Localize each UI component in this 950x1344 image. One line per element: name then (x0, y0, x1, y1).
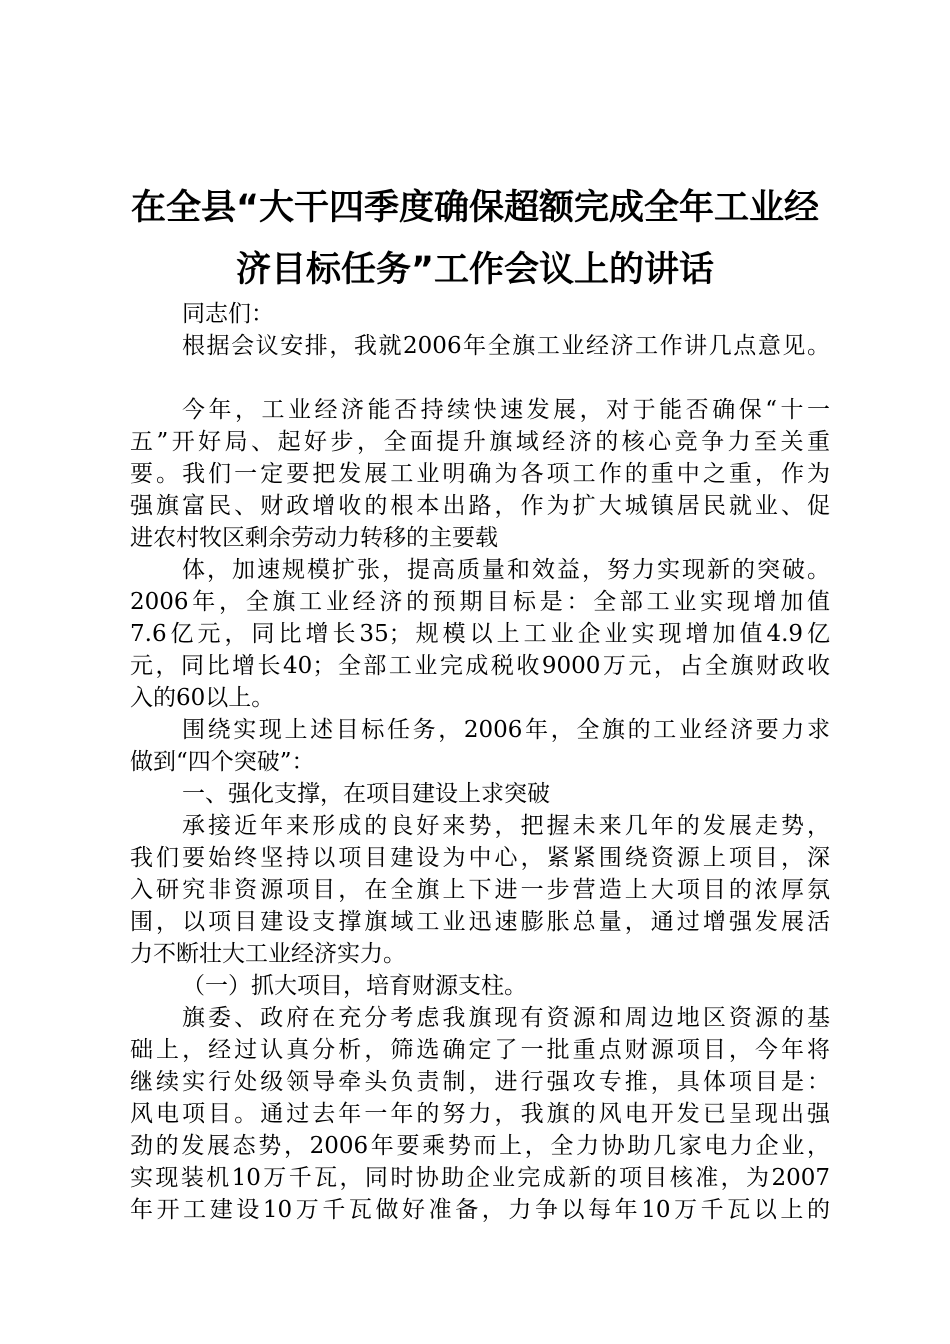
body-line: 础上，经过认真分析，筛选确定了一批重点财源项目，今年将 (130, 1037, 830, 1063)
document-title-line-2: 济目标任务”工作会议上的讲话 (235, 250, 714, 290)
subsection-heading: （一）抓大项目，培育财源支柱。 (182, 973, 527, 999)
body-line: 今年，工业经济能否持续快速发展，对于能否确保“十一 (182, 397, 830, 423)
document-title-line-1: 在全县“大干四季度确保超额完成全年工业经 (130, 188, 819, 228)
body-line: 风电项目。通过去年一年的努力，我旗的风电开发已呈现出强 (130, 1101, 830, 1127)
body-line: 劲的发展态势，2006年要乘势而上，全力协助几家电力企业， (130, 1133, 830, 1159)
body-line: 根据会议安排，我就2006年全旗工业经济工作讲几点意见。 (182, 333, 830, 359)
body-line: 年开工建设10万千瓦做好准备，力争以每年10万千瓦以上的 (130, 1197, 830, 1223)
body-line: 元，同比增长40；全部工业完成税收9000万元，占全旗财政收 (130, 653, 830, 679)
body-line: 围，以项目建设支撑旗域工业迅速膨胀总量，通过增强发展活 (130, 909, 830, 935)
body-line: 进农村牧区剩余劳动力转移的主要载 (130, 525, 498, 551)
body-line: 五”开好局、起好步，全面提升旗域经济的核心竞争力至关重 (130, 429, 830, 455)
body-line: 旗委、政府在充分考虑我旗现有资源和周边地区资源的基 (182, 1005, 830, 1031)
body-line: 要。我们一定要把发展工业明确为各项工作的重中之重，作为 (130, 461, 830, 487)
salutation: 同志们： (182, 301, 274, 327)
body-line: 围绕实现上述目标任务，2006年，全旗的工业经济要力求 (182, 717, 830, 743)
body-line: 强旗富民、财政增收的根本出路，作为扩大城镇居民就业、促 (130, 493, 830, 519)
body-line: 入的60以上。 (130, 685, 275, 711)
body-line: 体，加速规模扩张，提高质量和效益，努力实现新的突破。 (182, 557, 830, 583)
section-heading: 一、强化支撑，在项目建设上求突破 (182, 781, 550, 807)
body-line: 力不断壮大工业经济实力。 (130, 941, 406, 967)
body-line: 实现装机10万千瓦，同时协助企业完成新的项目核准，为2007 (130, 1165, 830, 1191)
body-line: 承接近年来形成的良好来势，把握未来几年的发展走势， (182, 813, 830, 839)
body-line: 入研究非资源项目，在全旗上下进一步营造上大项目的浓厚氛 (130, 877, 830, 903)
body-line: 继续实行处级领导牵头负责制，进行强攻专推，具体项目是： (130, 1069, 830, 1095)
body-line: 做到“四个突破”： (130, 749, 315, 775)
body-line: 7.6亿元，同比增长35；规模以上工业企业实现增加值4.9亿 (130, 621, 830, 647)
body-line: 2006年，全旗工业经济的预期目标是：全部工业实现增加值 (130, 589, 830, 615)
body-line: 我们要始终坚持以项目建设为中心，紧紧围绕资源上项目，深 (130, 845, 830, 871)
